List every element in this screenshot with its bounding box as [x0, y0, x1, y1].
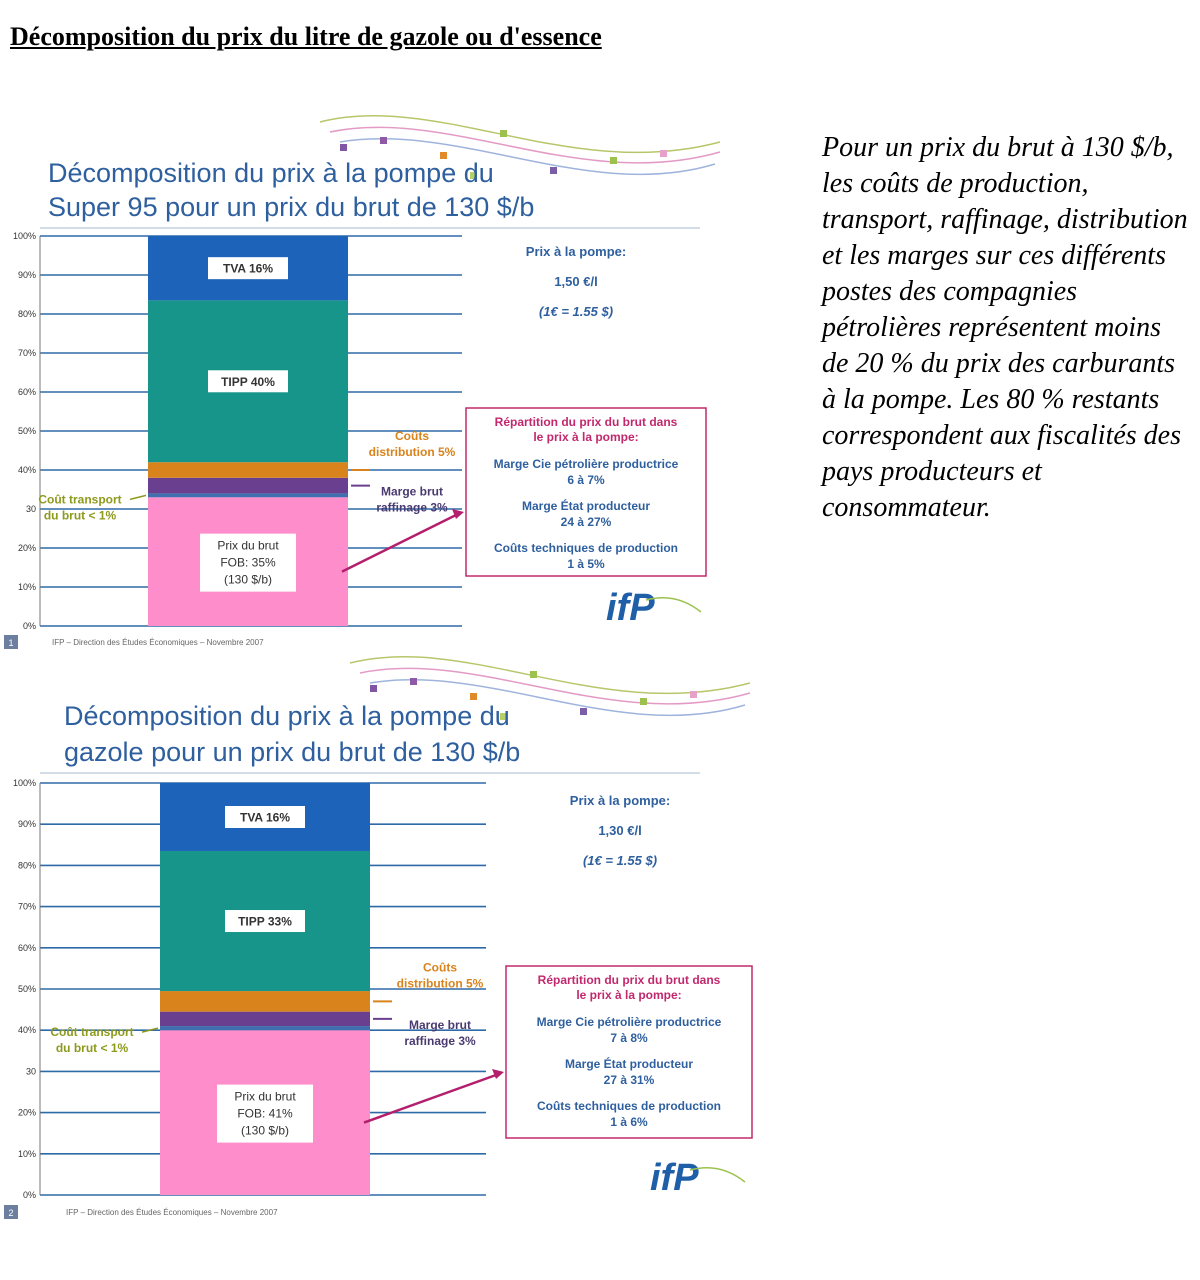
label-brut: (130 $/b)	[223, 572, 273, 587]
chart-title-line1: Décomposition du prix à la pompe du	[48, 158, 494, 188]
y-tick-label: 100%	[12, 778, 36, 788]
info-box-item-label: Coûts techniques de production	[493, 541, 679, 555]
info-box-item-value: 24 à 27%	[560, 515, 612, 529]
label-brut: (130 $/b)	[240, 1123, 290, 1138]
chart-gazole	[0, 645, 780, 1225]
label-distribution: Coûts	[423, 960, 457, 975]
label-transport: Coût transport	[50, 1025, 134, 1040]
arrowhead-brut-to-box	[452, 509, 464, 519]
y-tick-label: 50%	[17, 426, 36, 436]
info-box-item-label: Marge Cie pétrolière productrice	[536, 1015, 722, 1029]
chart-title-line1: Décomposition du prix à la pompe du	[64, 701, 510, 731]
arrow-brut-to-box	[342, 515, 456, 572]
footer-text: IFP – Direction des Études Économiques – Novembre 2007	[66, 1208, 278, 1217]
decorative-square	[580, 708, 587, 715]
label-distribution: distribution 5%	[368, 445, 456, 459]
price-label: Prix à la pompe:	[525, 244, 627, 259]
slide-number: 2	[8, 1208, 14, 1218]
decorative-square	[500, 130, 507, 137]
y-tick-label: 0%	[22, 621, 36, 631]
label-tipp: TIPP 40%	[221, 374, 275, 389]
y-tick-label: 10%	[17, 1148, 36, 1159]
price-value: 1,50 €/l	[554, 274, 598, 289]
decorative-swoosh	[360, 668, 750, 704]
label-brut: Prix du brut	[234, 1089, 296, 1104]
y-tick-label: 60%	[17, 387, 36, 397]
decorative-square	[550, 167, 557, 174]
info-box-item-value: 1 à 6%	[610, 1115, 648, 1129]
ifp-logo: ifP	[650, 1157, 699, 1199]
label-transport: Coût transport	[38, 492, 122, 507]
price-rate: (1€ = 1.55 $)	[582, 853, 658, 868]
label-tva: TVA 16%	[222, 261, 274, 276]
y-tick-label: 40%	[17, 1025, 36, 1036]
y-tick-label: 30	[25, 504, 36, 514]
y-tick-label: 10%	[17, 582, 36, 592]
label-transport: du brut < 1%	[55, 1041, 129, 1056]
arrowhead-brut-to-box	[492, 1069, 504, 1079]
info-box-item-label: Marge Cie pétrolière productrice	[493, 457, 679, 471]
decorative-swoosh	[350, 657, 750, 694]
label-raffinage: raffinage 3%	[404, 1033, 476, 1048]
label-brut: FOB: 35%	[220, 555, 276, 570]
slide-number: 1	[8, 638, 14, 648]
bar-segment-raffinage	[160, 1012, 370, 1026]
y-tick-label: 20%	[17, 543, 36, 553]
label-raffinage: raffinage 3%	[376, 500, 448, 515]
footer-text: IFP – Direction des Études Économiques – Novembre 2007	[52, 638, 264, 647]
info-box-title: le prix à la pompe:	[576, 988, 682, 1002]
label-brut: FOB: 41%	[237, 1106, 293, 1121]
arrow-brut-to-box	[364, 1075, 496, 1123]
y-tick-label: 50%	[17, 984, 36, 994]
price-value: 1,30 €/l	[598, 823, 642, 838]
info-box-title: le prix à la pompe:	[533, 430, 639, 444]
bar-segment-raffinage	[148, 478, 348, 494]
y-tick-label: 30	[25, 1066, 36, 1077]
y-tick-label: 60%	[17, 942, 36, 953]
y-tick-label: 100%	[12, 231, 36, 241]
y-tick-label: 70%	[17, 901, 36, 912]
bar-segment-distribution	[148, 462, 348, 478]
y-tick-label: 0%	[22, 1190, 36, 1200]
info-box-item-label: Coûts techniques de production	[536, 1099, 722, 1113]
label-tva: TVA 16%	[239, 810, 291, 825]
chart-title-line2: gazole pour un prix du brut de 130 $/b	[64, 737, 521, 767]
decorative-square	[380, 137, 387, 144]
y-tick-label: 70%	[17, 348, 36, 358]
price-rate: (1€ = 1.55 $)	[538, 304, 614, 319]
arrow-transport	[130, 495, 146, 499]
info-box-item-label: Marge État producteur	[521, 499, 651, 513]
decorative-square	[410, 678, 417, 685]
y-tick-label: 90%	[17, 270, 36, 280]
y-tick-label: 40%	[17, 465, 36, 475]
y-tick-label: 80%	[17, 309, 36, 319]
info-box-item-label: Marge État producteur	[564, 1057, 694, 1071]
y-tick-label: 20%	[17, 1107, 36, 1118]
decorative-square	[340, 144, 347, 151]
chart-title-line2: Super 95 pour un prix du brut de 130 $/b	[48, 192, 535, 222]
info-box-title: Répartition du prix du brut dans	[494, 415, 678, 429]
bar-segment-distribution	[160, 991, 370, 1012]
page-title: Décomposition du prix du litre de gazole ou d'essence	[10, 22, 602, 51]
y-tick-label: 90%	[17, 819, 36, 830]
label-transport: du brut < 1%	[43, 508, 117, 523]
price-label: Prix à la pompe:	[569, 793, 671, 808]
label-distribution: Coûts	[395, 429, 429, 443]
decorative-square	[610, 157, 617, 164]
decorative-square	[370, 685, 377, 692]
decorative-square	[530, 671, 537, 678]
info-box-item-value: 1 à 5%	[567, 557, 605, 571]
label-distribution: distribution 5%	[396, 976, 484, 991]
y-tick-label: 80%	[17, 860, 36, 871]
label-raffinage: Marge brut	[380, 484, 444, 499]
label-brut: Prix du brut	[217, 538, 279, 553]
decorative-square	[470, 693, 477, 700]
decorative-square	[660, 150, 667, 157]
decorative-swoosh	[320, 116, 720, 153]
info-box-item-value: 27 à 31%	[603, 1073, 655, 1087]
side-text: Pour un prix du brut à 130 $/b, les coûts de production, transport, raffinage, distribution et les marges sur ces différents postes des compagnies pétrolières représentent moins de 20 % du prix des carburants à la pompe. Les 80 % restants correspondent aux fiscalités des pays producteurs et consommateur.	[822, 132, 1188, 523]
chart-super95	[0, 100, 780, 660]
decorative-square	[640, 698, 647, 705]
info-box-item-value: 7 à 8%	[610, 1031, 648, 1045]
ifp-logo: ifP	[606, 587, 655, 629]
bar-segment-transport	[160, 1026, 370, 1030]
label-raffinage: Marge brut	[408, 1017, 472, 1032]
bar-segment-transport	[148, 493, 348, 497]
info-box-title: Répartition du prix du brut dans	[537, 973, 721, 987]
info-box-item-value: 6 à 7%	[567, 473, 605, 487]
decorative-square	[690, 691, 697, 698]
label-tipp: TIPP 33%	[238, 914, 292, 929]
